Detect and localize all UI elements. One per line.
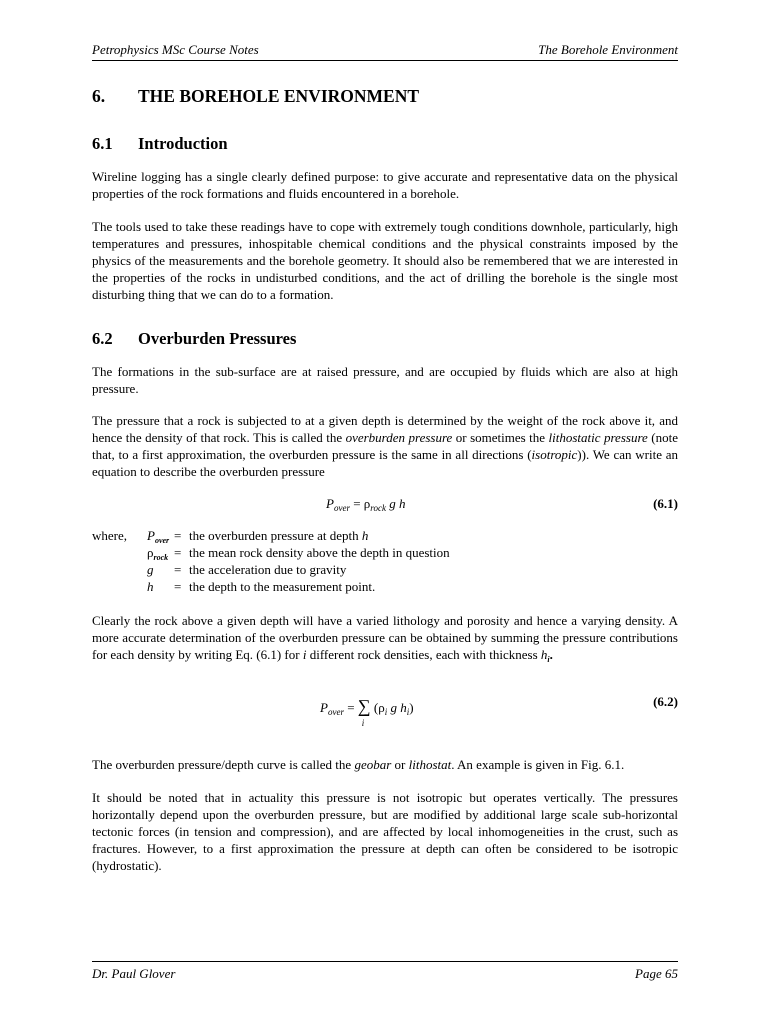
term-isotropic: isotropic: [531, 447, 578, 462]
header-chapter-title: The Borehole Environment: [538, 42, 678, 57]
paragraph-overburden-2: The pressure that a rock is subjected to at a given depth is determined by the weight of the rock above it, and hence the density of that rock. This is called the overburden pressure or sometimes the lithostatic pressure (note that, to a first approximation, the overburden pressure is the same in all directions (isotropic)). We can write an equation to describe the overburden pressure: [92, 413, 678, 479]
where-label: where,: [92, 528, 128, 543]
document-page: Petrophysics MSc Course Notes The Borehole Environment 6. THE BOREHOLE ENVIRONMENT 6.1 Introduction Wireline logging has a single clearly defined purpose: to give accurate and representative data on the physical properties of the rock formations and fluids encountered in a borehole. The tools used to take these readings have to cope with extremely tough conditions downhole, particularly, high temperatures and pressures, inhospitable chemical conditions and the physical constraints imposed by the physics of the measurements and the borehole geometry. It should also be remembered that we are interested in the properties of the rocks in undisturbed conditions, and the act of drilling the borehole is the single most disturbing thing that we can do to a formation. 6.2 Overburden Pressures The formations in the sub-surface are at raised pressure, and are occupied by fluids which are also at high pressure. The pressure that a rock is subjected to at a given depth is determined by the weight of the rock above it, and hence the density of that rock. This is called the overburden pressure or sometimes the lithostatic pressure (note that, to a first approximation, the overburden pressure is the same in all directions (isotropic)). We can write an equation to describe the overburden pressure $P_{over} = \rho_{rock}$ g h (6.1) where, $P_{over}$ = the overburden pressure at depth h $\rho_{rock}$ = the mean rock density above the depth in question g = the acceleration due to gravity h = the depth to the measurement point. Clearly the rock above a given depth will have a varied lithology and porosity and hence a varying density. A more accurate determination of the overburden pressure can be obtained by summing the pressure contributions for each density by writing Eq. (6.1) for i different rock densities, each with thickness $h_i$. $P_{over}$ = ∑ i ($\rho_i$ g $h_i$) (6.2) The overburden pressure/depth curve is called the geobar or lithostat. An example is given in Fig. 6.1. It should be noted that in actuality this pressure is not isotropic but operates vertically. The pressures horizontally depend upon the overburden pressure, but are modified by additional large scale sub-horizontal tectonic forces (in tension and compression), and are affected by local inhomogeneities in the crust, such as fractures. However, to a first approximation the pressure at depth can often be considered to be isotropic (hydrostatic). Dr. Paul Glover Page 65: [0, 0, 768, 1024]
paragraph-overburden-4: The overburden pressure/depth curve is called the geobar or lithostat. An example is given in Fig. 6.1.: [92, 757, 625, 772]
section-title: Overburden Pressures: [138, 329, 297, 348]
chapter-number: 6.: [92, 86, 106, 106]
section-number: 6.1: [92, 134, 113, 153]
definition-symbol: g: [147, 562, 154, 577]
section-heading-overburden: [92, 329, 296, 349]
term-overburden-pressure: overburden pressure: [345, 430, 453, 445]
equation-number-6-2: (6.2): [653, 694, 678, 709]
paragraph-overburden-5: It should be noted that in actuality this pressure is not isotropic but operates vertically. The pressures horizontally depend upon the overburden pressure, but are modified by additional large scale sub-horizontal tectonic forces (in tension and compression), and are affected by local inhomogeneities in the crust, such as fractures. However, to a first approximation the pressure at depth can often be considered to be isotropic (hydrostatic).: [92, 790, 678, 873]
section-number: 6.2: [92, 329, 113, 348]
section-heading-intro: [92, 134, 228, 154]
term-lithostatic-pressure: lithostatic pressure: [548, 430, 648, 445]
paragraph-intro-2: The tools used to take these readings have to cope with extremely tough conditions downhole, particularly, high temperatures and pressures, inhospitable chemical conditions and the physical constraints imposed by the physics of the measurements and the borehole geometry. It should also be remembered that we are interested in the properties of the rocks in undisturbed conditions, and the act of drilling the borehole is the single most disturbing thing that we can do to a formation.: [92, 219, 678, 302]
page-footer: [92, 961, 678, 986]
definition-symbol: $P_{over}$: [147, 528, 170, 545]
equation-number-6-1: (6.1): [653, 496, 678, 511]
footer-page-number: Page 65: [635, 966, 678, 981]
chapter-title: THE BOREHOLE ENVIRONMENT: [138, 86, 420, 106]
definition-text: the depth to the measurement point.: [189, 579, 376, 594]
equation-6-2: $P_{over}$ = ∑ i ($\rho_i$ g $h_i$): [320, 696, 414, 728]
definition-text: the acceleration due to gravity: [189, 562, 347, 577]
header-course-title: Petrophysics MSc Course Notes: [92, 42, 259, 57]
equation-6-1: $P_{over} = \rho_{rock}$ g h: [326, 496, 406, 513]
paragraph-intro-1: Wireline logging has a single clearly defined purpose: to give accurate and representative data on the physical properties of the rock formations and fluids encountered in a borehole.: [92, 169, 678, 201]
paragraph-overburden-1: The formations in the sub-surface are at raised pressure, and are occupied by fluids which are also at high pressure.: [92, 364, 678, 396]
section-title: Introduction: [138, 134, 228, 153]
footer-author: Dr. Paul Glover: [92, 966, 176, 981]
definition-symbol: h: [147, 579, 154, 594]
definition-text: the overburden pressure at depth h: [189, 528, 369, 543]
definition-symbol: $\rho_{rock}$: [147, 545, 169, 562]
definition-text: the mean rock density above the depth in question: [189, 545, 450, 560]
page-header: [92, 42, 678, 61]
summation-symbol: ∑ i: [357, 696, 371, 728]
chapter-heading: [92, 86, 419, 107]
paragraph-overburden-3: Clearly the rock above a given depth will have a varied lithology and porosity and hence a varying density. A more accurate determination of the overburden pressure can be obtained by summing the pressure contributions for each density by writing Eq. (6.1) for i different rock densities, each with thickness $h_i$.: [92, 613, 678, 664]
